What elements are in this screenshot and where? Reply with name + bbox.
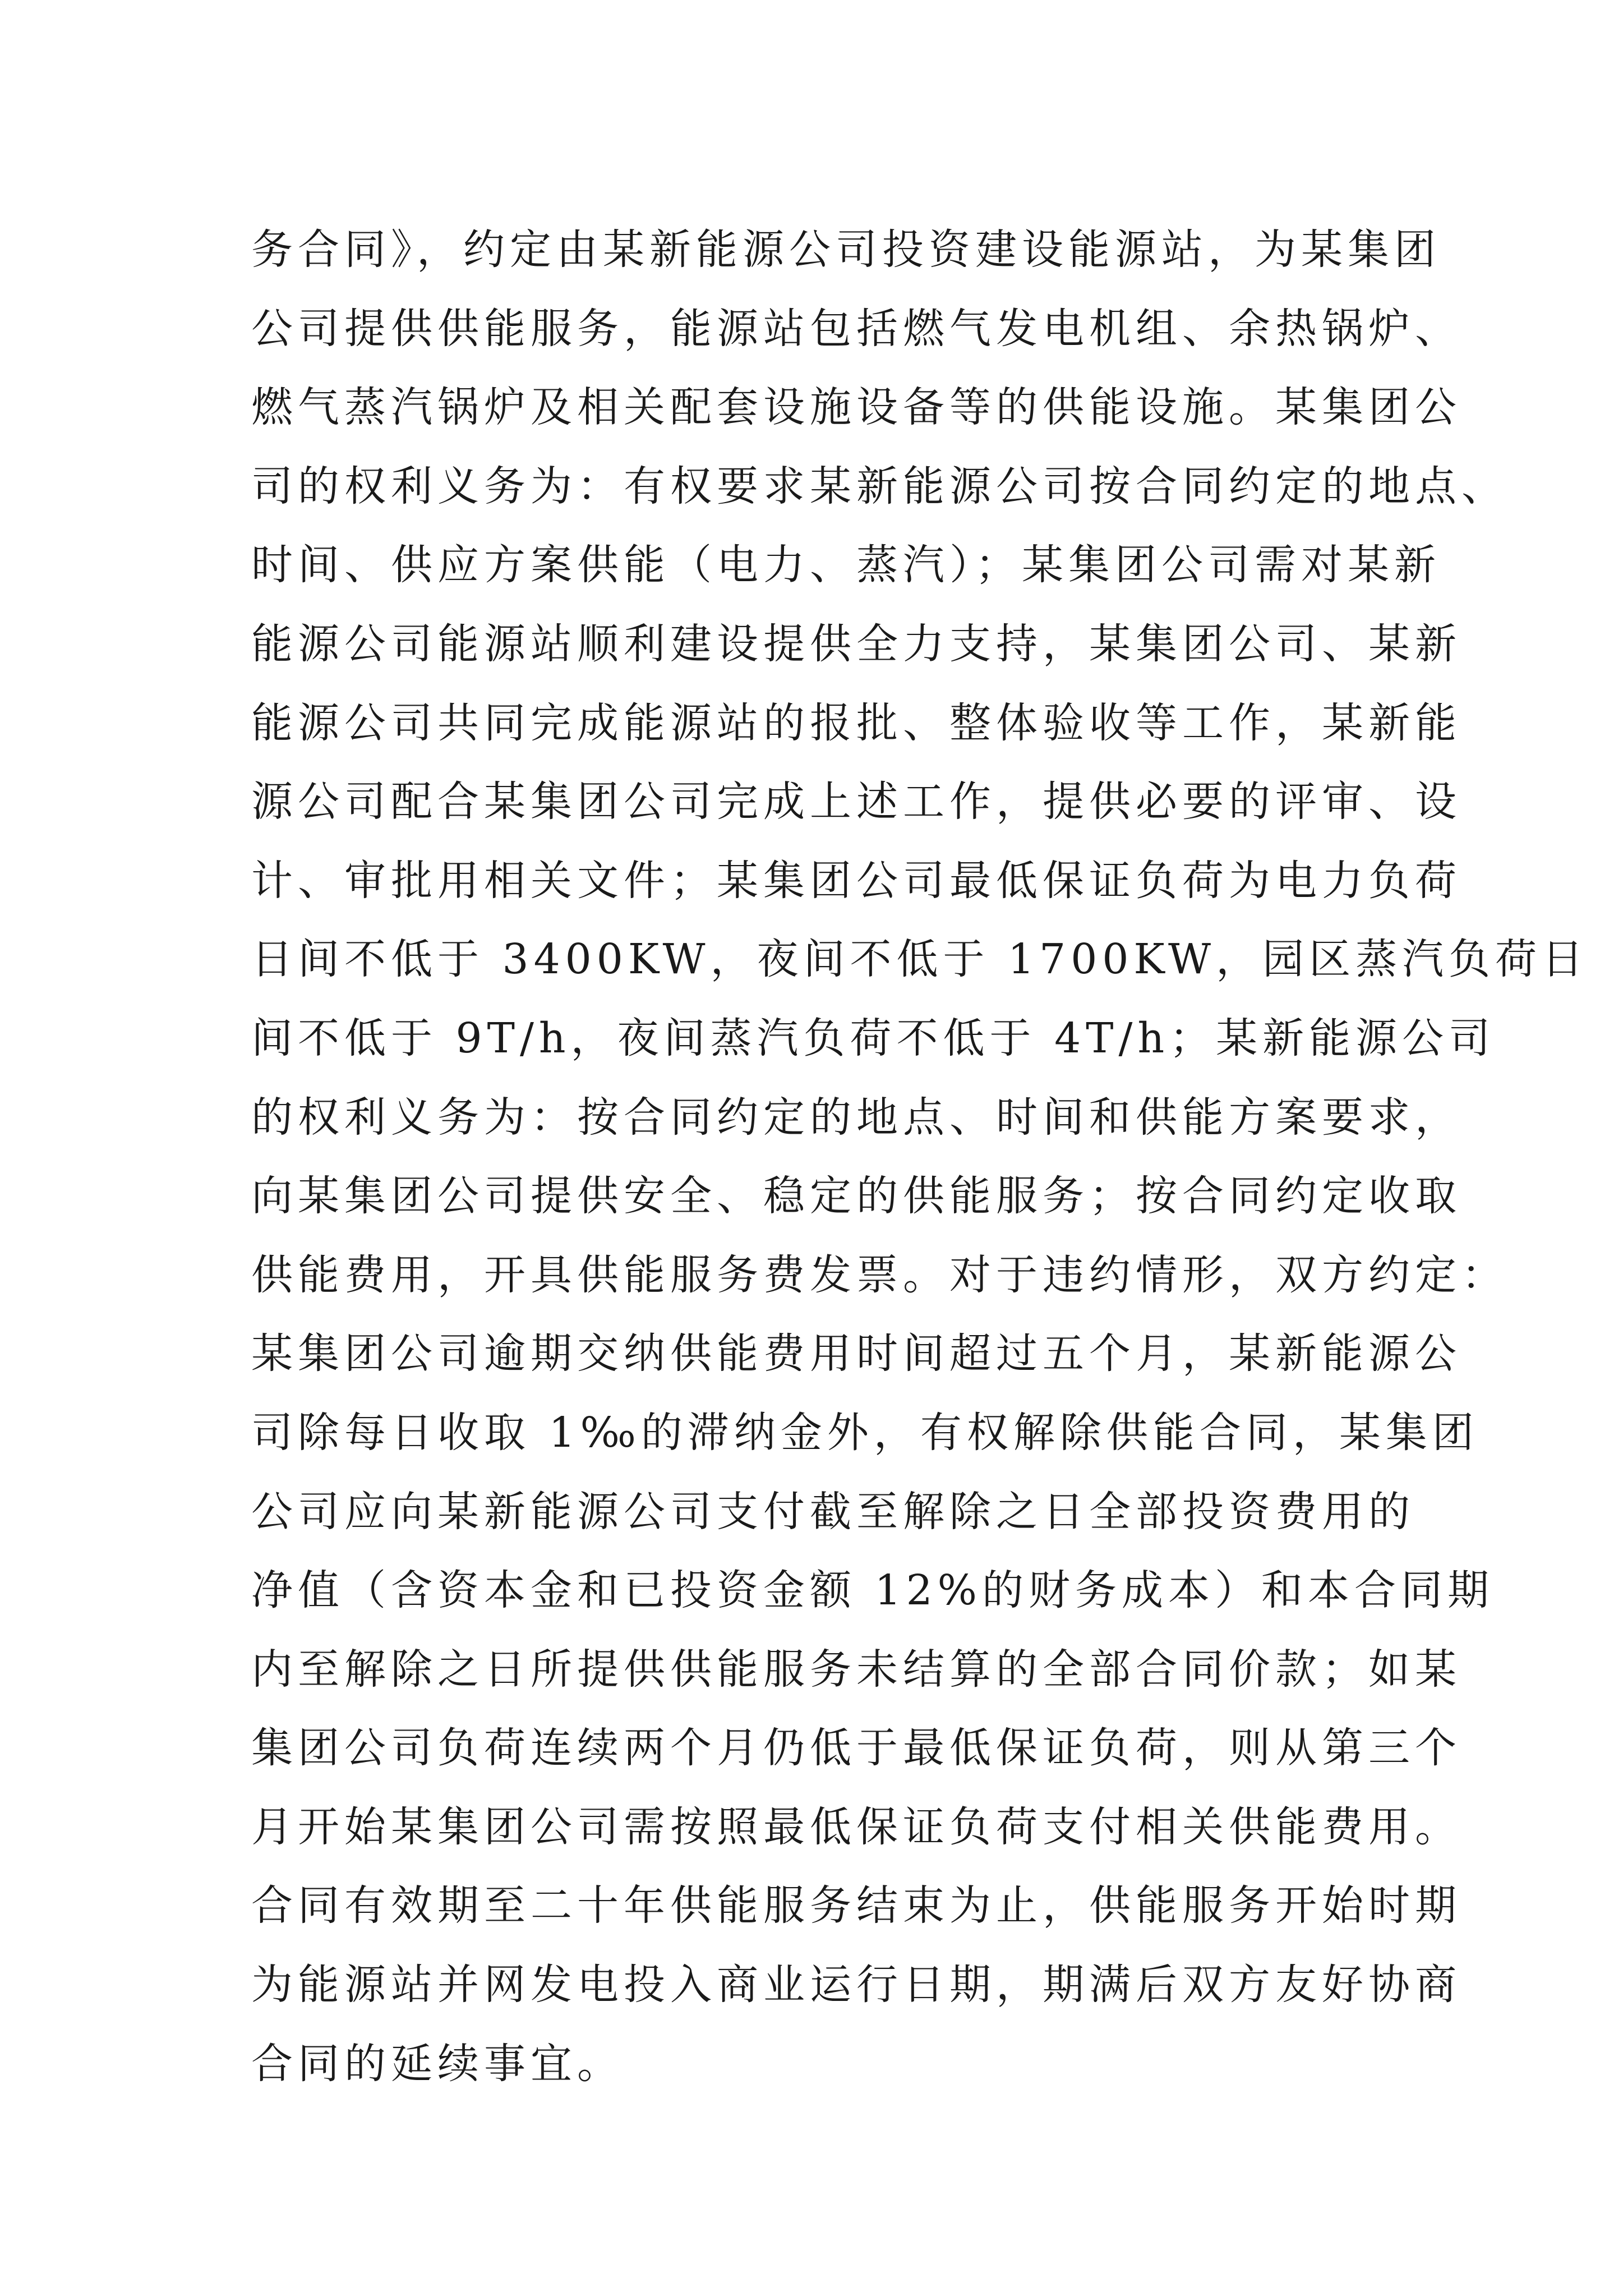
contract-paragraph <box>251 210 1589 2103</box>
text-line: 合同有效期至二十年供能服务结束为止，供能服务开始时期 <box>251 1881 1461 1930</box>
text-line: 务合同》，约定由某新能源公司投资建设能源站，为某集团 <box>251 226 1441 274</box>
text-line: 日间不低于 3400KW，夜间不低于 1700KW，园区蒸汽负荷日 <box>251 935 1589 984</box>
text-line: 为能源站并网发电投入商业运行日期，期满后双方友好协商 <box>251 1961 1461 2009</box>
text-line: 集团公司负荷连续两个月仍低于最低保证负荷，则从第三个 <box>251 1724 1461 1773</box>
text-line: 向某集团公司提供安全、稳定的供能服务；按合同约定收取 <box>251 1172 1461 1221</box>
text-line: 公司提供供能服务，能源站包括燃气发电机组、余热锅炉、 <box>251 304 1461 353</box>
text-line: 公司应向某新能源公司支付截至解除之日全部投资费用的 <box>251 1487 1415 1536</box>
text-line: 间不低于 9T/h，夜间蒸汽负荷不低于 4T/h；某新能源公司 <box>251 1014 1496 1062</box>
text-line: 时间、供应方案供能（电力、蒸汽）；某集团公司需对某新 <box>251 541 1441 590</box>
text-line: 司的权利义务为：有权要求某新能源公司按合同约定的地点、 <box>251 462 1508 510</box>
text-line: 合同的延续事宜。 <box>251 2039 624 2088</box>
text-line: 净值（含资本金和已投资金额 12%的财务成本）和本合同期 <box>251 1566 1494 1615</box>
text-line: 能源公司能源站顺利建设提供全力支持，某集团公司、某新 <box>251 619 1461 668</box>
text-line: 的权利义务为：按合同约定的地点、时间和供能方案要求， <box>251 1093 1461 1142</box>
text-line: 供能费用，开具供能服务费发票。对于违约情形，双方约定： <box>251 1250 1508 1299</box>
text-line: 计、审批用相关文件；某集团公司最低保证负荷为电力负荷 <box>251 856 1461 905</box>
text-line: 源公司配合某集团公司完成上述工作，提供必要的评审、设 <box>251 777 1461 826</box>
text-line: 燃气蒸汽锅炉及相关配套设施设备等的供能设施。某集团公 <box>251 383 1461 432</box>
text-line: 司除每日收取 1‰的滞纳金外，有权解除供能合同，某集团 <box>251 1408 1479 1457</box>
text-line: 月开始某集团公司需按照最低保证负荷支付相关供能费用。 <box>251 1802 1461 1851</box>
text-line: 内至解除之日所提供供能服务未结算的全部合同价款；如某 <box>251 1645 1461 1694</box>
text-line: 某集团公司逾期交纳供能费用时间超过五个月，某新能源公 <box>251 1329 1461 1378</box>
text-line: 能源公司共同完成能源站的报批、整体验收等工作，某新能 <box>251 698 1461 747</box>
